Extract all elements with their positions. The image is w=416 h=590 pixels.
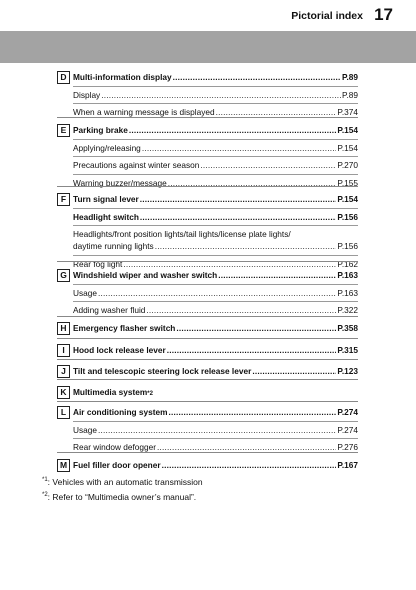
section-letter-box: L	[57, 406, 70, 419]
page-reference: P.274	[337, 424, 358, 435]
entry-label: Applying/releasing	[73, 142, 141, 153]
leader-dots	[146, 303, 336, 317]
page-reference: P.89	[342, 72, 358, 82]
entry-label: Rear fog light	[73, 258, 123, 269]
entry-label: Usage	[73, 287, 97, 298]
leader-dots	[129, 123, 336, 137]
row-divider	[73, 284, 358, 285]
row-divider	[73, 103, 358, 104]
page-reference: P.156	[337, 241, 358, 251]
leader-dots	[155, 239, 337, 253]
entry-label: Warning buzzer/message	[73, 177, 167, 188]
entry-label: Precautions against winter season	[73, 160, 200, 170]
index-entry[interactable]	[73, 364, 358, 378]
section-letter-box: F	[57, 193, 70, 206]
footnote-text: : Refer to “Multimedia owner’s manual”.	[47, 492, 197, 502]
footnote-text: : Vehicles with an automatic transmission	[47, 477, 203, 487]
page-reference: P.276	[337, 442, 358, 452]
entry-label: Parking brake	[73, 125, 128, 135]
index-entry[interactable]	[73, 88, 358, 102]
page-number: 17	[374, 5, 393, 24]
page-reference: P.154	[337, 125, 358, 135]
page-reference: P.156	[337, 211, 358, 222]
entry-label: Fuel filler door opener	[73, 460, 161, 470]
index-entry[interactable]	[73, 192, 358, 206]
index-entry[interactable]	[73, 458, 358, 472]
footnote-1	[42, 477, 203, 487]
section-separator	[57, 117, 358, 118]
leader-dots	[142, 141, 337, 155]
entry-label: Headlight switch	[73, 211, 139, 222]
section-separator	[57, 316, 358, 317]
page-reference: P.315	[337, 345, 358, 355]
row-divider	[73, 139, 358, 140]
section-letter-box: E	[57, 124, 70, 137]
row-divider	[73, 86, 358, 87]
header-title: Pictorial index	[291, 10, 363, 22]
section-separator	[57, 261, 358, 262]
index-entry[interactable]	[73, 239, 358, 253]
entry-label: Emergency flasher switch	[73, 323, 176, 333]
page-header	[0, 0, 416, 28]
section-separator	[57, 186, 358, 187]
page-reference: P.155	[337, 177, 358, 188]
entry-label: Usage	[73, 424, 97, 435]
page-reference: P.358	[337, 323, 358, 333]
entry-label-line1: Headlights/front position lights/tail lights/license plate lights/	[73, 229, 291, 239]
entry-label: Rear window defogger	[73, 442, 157, 452]
row-divider	[73, 421, 358, 422]
footnote-mark: *2	[42, 492, 48, 498]
leader-dots	[167, 343, 337, 357]
index-entry[interactable]	[73, 286, 358, 300]
index-entry[interactable]	[73, 321, 358, 335]
index-entry[interactable]	[73, 423, 358, 437]
row-divider	[73, 301, 358, 302]
index-entry[interactable]	[73, 141, 358, 155]
section-letter-box: M	[57, 459, 70, 472]
index-entry[interactable]	[73, 405, 358, 419]
leader-dots	[252, 364, 336, 378]
section-letter-box: I	[57, 344, 70, 357]
entry-label: Air conditioning system	[73, 407, 168, 417]
row-divider	[73, 255, 358, 256]
entry-label: daytime running lights	[73, 241, 154, 251]
section-separator	[57, 379, 358, 380]
page-reference: P.154	[337, 194, 358, 204]
leader-dots	[98, 286, 336, 300]
page-reference: P.322	[337, 305, 358, 315]
entry-label: Hood lock release lever	[73, 345, 166, 355]
page-reference: P.162	[337, 258, 358, 269]
page-reference: P.154	[337, 142, 358, 153]
section-separator	[57, 401, 358, 402]
section-separator	[57, 359, 358, 360]
row-divider	[73, 174, 358, 175]
leader-dots	[140, 210, 336, 224]
section-separator	[57, 452, 358, 453]
index-entry[interactable]	[73, 70, 358, 84]
leader-dots	[101, 88, 341, 102]
row-divider	[73, 438, 358, 439]
page-reference: P.167	[337, 460, 358, 470]
index-entry[interactable]	[73, 303, 358, 317]
index-entry[interactable]	[73, 123, 358, 137]
header-band	[0, 31, 416, 63]
section-letter-box: K	[57, 386, 70, 399]
entry-label: Tilt and telescopic steering lock release lever	[73, 366, 252, 376]
leader-dots	[98, 423, 336, 437]
row-divider	[73, 208, 358, 209]
index-entry[interactable]	[73, 176, 358, 190]
leader-dots	[169, 405, 337, 419]
entry-label: Adding washer fluid	[73, 305, 146, 315]
index-entry[interactable]	[73, 210, 358, 224]
page-reference: P.89	[342, 89, 358, 100]
leader-dots	[162, 458, 337, 472]
index-entry[interactable]	[73, 385, 358, 399]
leader-dots	[140, 192, 337, 206]
footnote-2	[42, 492, 196, 502]
index-entry[interactable]	[73, 343, 358, 357]
page-reference: P.163	[337, 287, 358, 298]
section-letter-box: H	[57, 322, 70, 335]
entry-label: When a warning message is displayed	[73, 107, 215, 117]
page-reference: P.123	[337, 366, 358, 376]
leader-dots	[200, 158, 336, 172]
page-reference: P.270	[337, 160, 358, 170]
index-entry[interactable]	[73, 268, 358, 282]
section-separator	[57, 338, 358, 339]
section-letter-box: D	[57, 71, 70, 84]
entry-label: Display	[73, 89, 101, 100]
footnote-ref: *2	[147, 391, 153, 397]
entry-label: Multimedia system	[73, 387, 148, 397]
section-letter-box: J	[57, 365, 70, 378]
index-entry[interactable]	[73, 158, 358, 172]
leader-dots	[173, 70, 341, 84]
row-divider	[73, 225, 358, 226]
page-reference: P.274	[337, 407, 358, 417]
entry-label: Multi-information display	[73, 72, 172, 82]
row-divider	[73, 156, 358, 157]
section-letter-box: G	[57, 269, 70, 282]
leader-dots	[168, 176, 337, 190]
entry-label: Turn signal lever	[73, 194, 139, 204]
page-reference: P.374	[337, 107, 358, 117]
page-reference: P.163	[337, 270, 358, 280]
footnote-mark: *1	[42, 477, 48, 483]
leader-dots	[218, 268, 336, 282]
leader-dots	[176, 321, 336, 335]
entry-label: Windshield wiper and washer switch	[73, 270, 218, 280]
